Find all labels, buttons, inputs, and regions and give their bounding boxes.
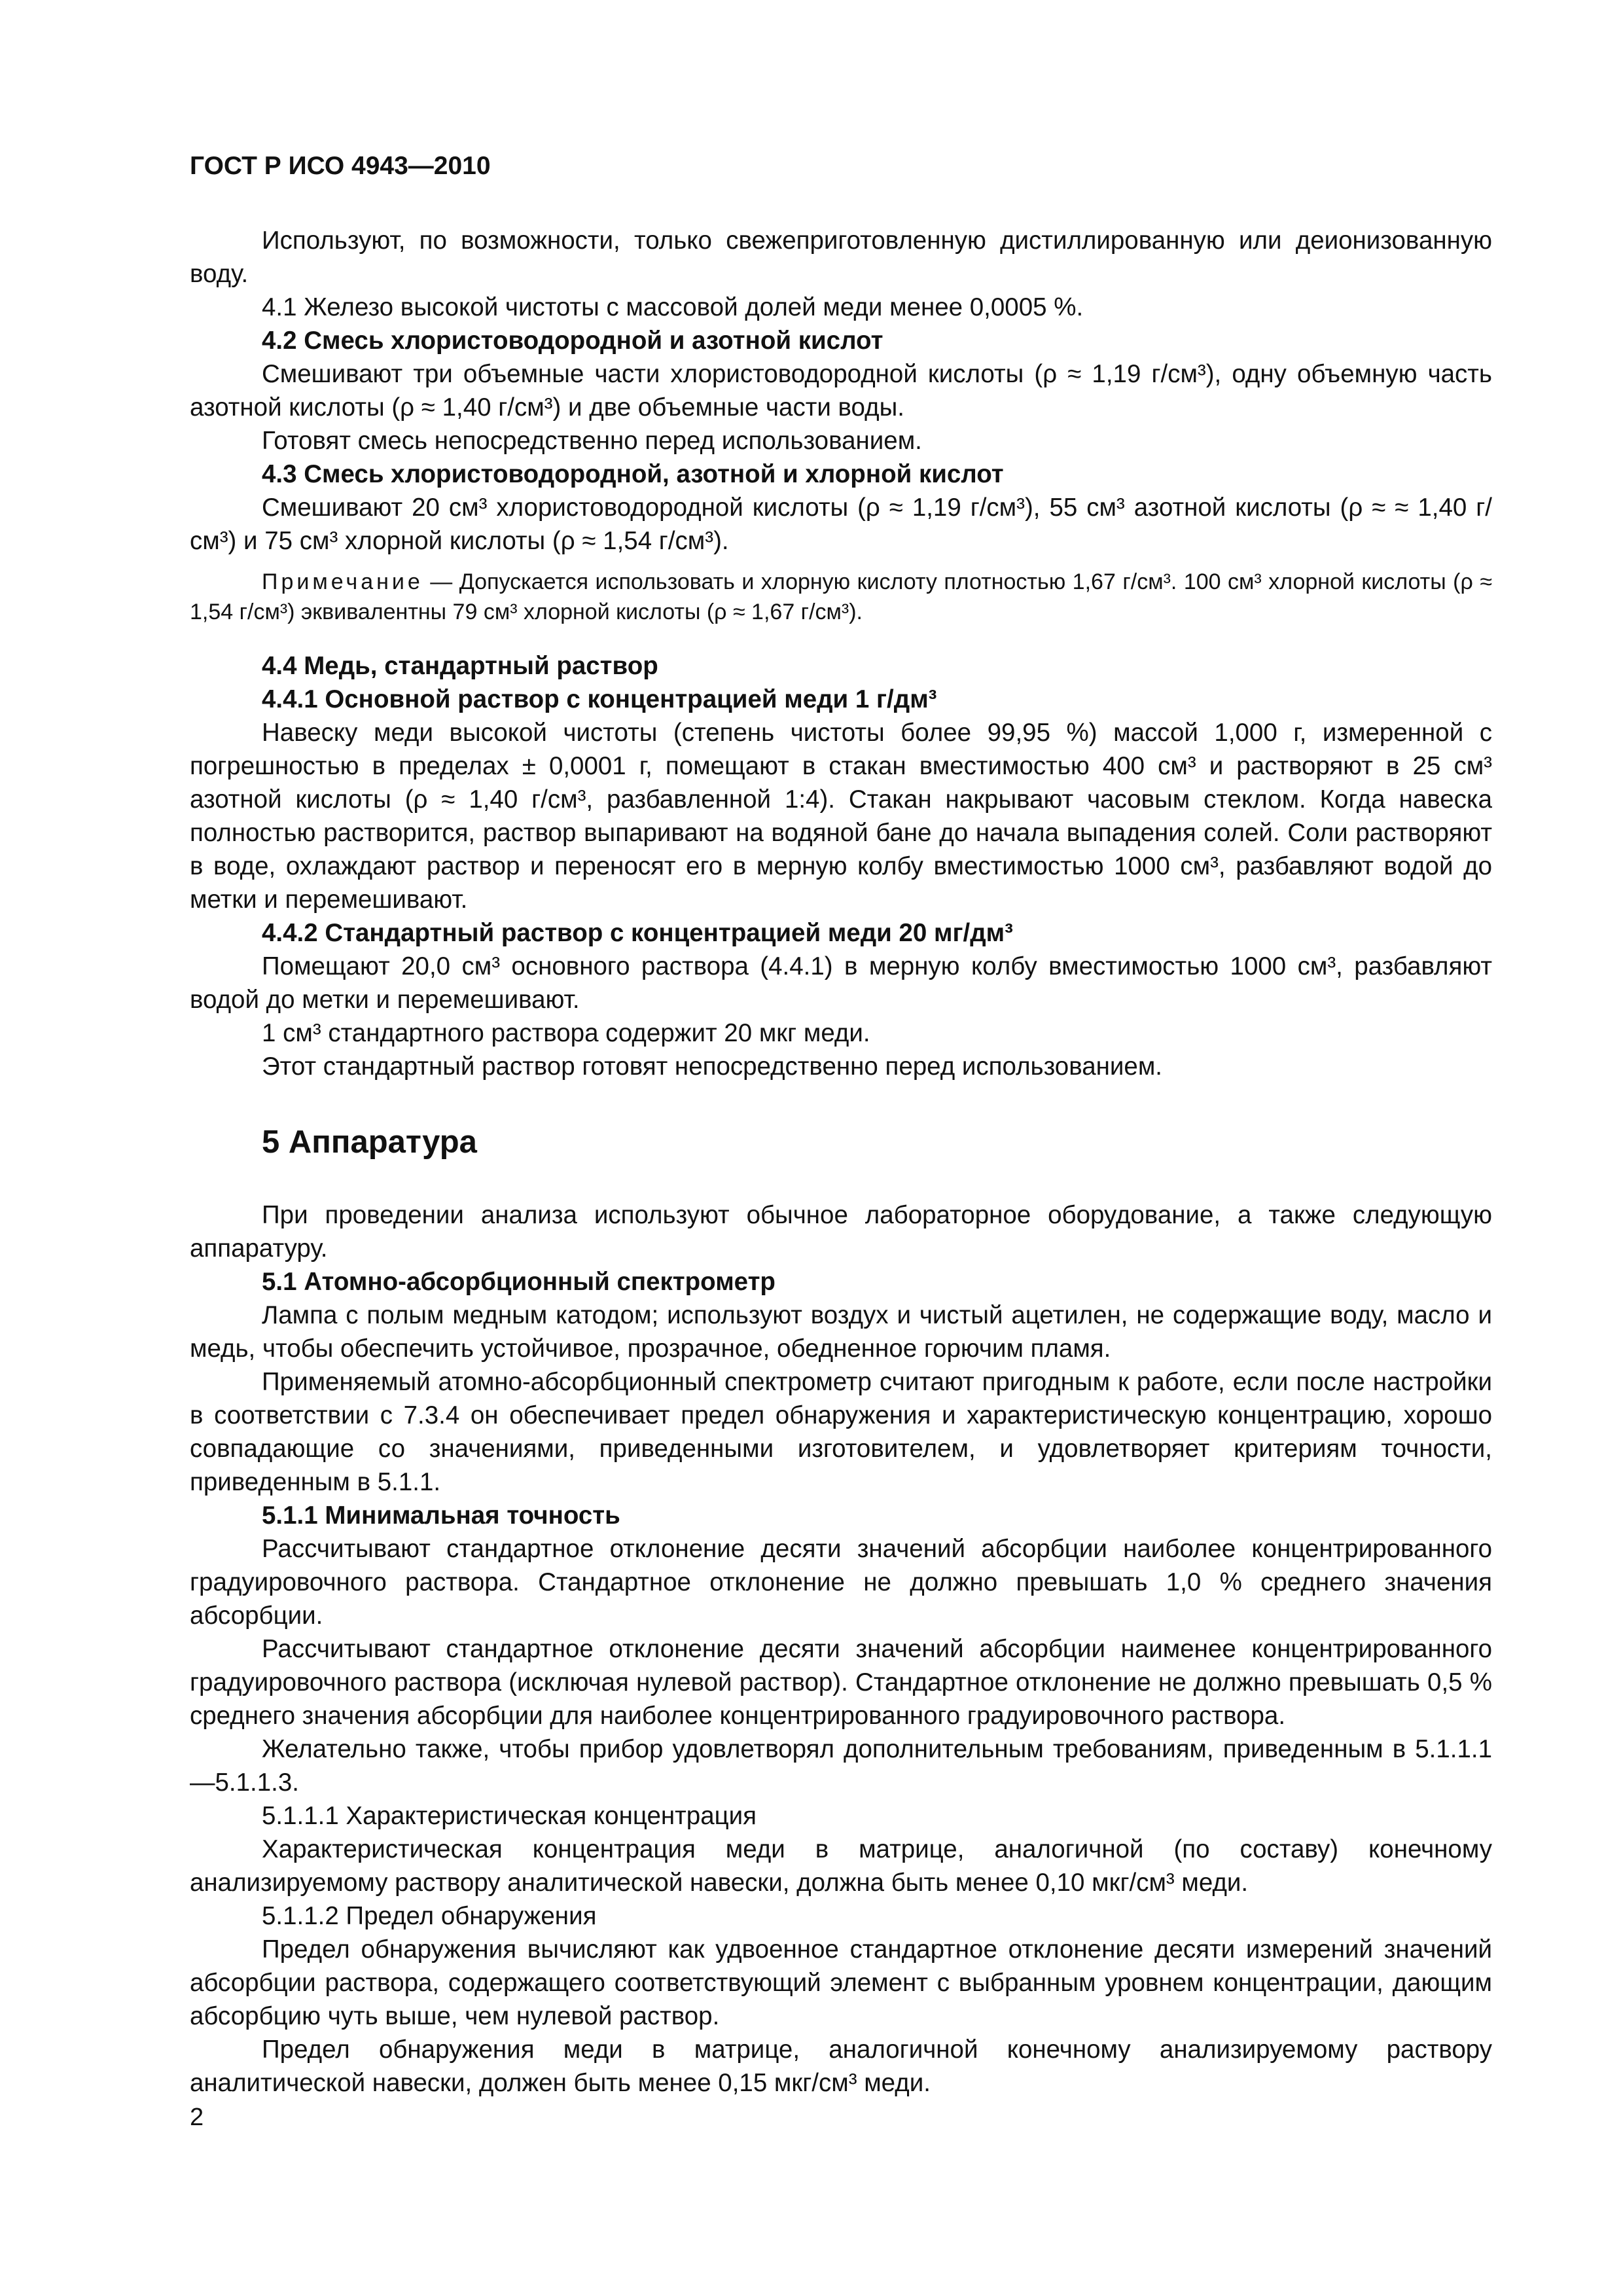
note-label: Примечание xyxy=(262,569,423,594)
note xyxy=(190,567,1492,627)
paragraph: Навеску меди высокой чистоты (степень чистоты более 99,95 %) массой 1,000 г, измеренной с погрешностью в пределах ± 0,0001 г, помещают в стакан вместимостью 400 см³ и растворяют в 25 см³ азотной кислоты (ρ ≈ 1,40 г/см³, разбавленной 1:4). Стакан накрывают часовым стеклом. Когда навеска полностью растворится, раствор выпаривают на водяной бане до начала выпадения солей. Соли растворяют в воде, охлаждают раствор и переносят его в мерную колбу вместимостью 1000 см³, разбавляют водой до метки и перемешивают. xyxy=(190,719,1492,914)
subsection-heading: 5.1.1 Минимальная точность xyxy=(262,1501,620,1530)
paragraph: Лампа с полым медным катодом; используют воздух и чистый ацетилен, не содержащие воду, масло и медь, чтобы обеспечить устойчивое, прозрачное, обедненное горючим пламя. xyxy=(190,1301,1492,1363)
paragraph: Желательно также, чтобы прибор удовлетворял дополнительным требованиям, приведенным в 5.1.1.1—5.1.1.3. xyxy=(190,1735,1492,1797)
paragraph: Рассчитывают стандартное отклонение десяти значений абсорбции наименее концентрированного градуировочного раствора (исключая нулевой раствор). Стандартное отклонение не должно превышать 0,5 % среднего значения абсорбции для наиболее концентрированного градуировочного раствора. xyxy=(190,1635,1492,1730)
paragraph: Рассчитывают стандартное отклонение десяти значений абсорбции наиболее концентрированного градуировочного раствора. Стандартное отклонение не должно превышать 1,0 % среднего значения абсорбции. xyxy=(190,1535,1492,1630)
subsection-heading: 4.4.2 Стандартный раствор с концентрацией меди 20 мг/дм³ xyxy=(262,919,1013,947)
paragraph: Предел обнаружения вычисляют как удвоенное стандартное отклонение десяти измерений значений абсорбции раствора, содержащего соответствующий элемент с выбранным уровнем концентрации, дающим абсорбцию чуть выше, чем нулевой раствор. xyxy=(190,1935,1492,2030)
subsection-heading: 4.4 Медь, стандартный раствор xyxy=(262,652,658,680)
document-page xyxy=(190,151,1492,2100)
paragraph: 5.1.1.2 Предел обнаружения xyxy=(262,1902,597,1930)
section-heading: 5 Аппаратура xyxy=(262,1124,477,1160)
document-header: ГОСТ Р ИСО 4943—2010 xyxy=(190,152,491,180)
paragraph: Этот стандартный раствор готовят непосредственно перед использованием. xyxy=(262,1052,1162,1081)
page-number: 2 xyxy=(190,2104,204,2131)
paragraph: Применяемый атомно-абсорбционный спектрометр считают пригодным к работе, если после настройки в соответствии с 7.3.4 он обеспечивает предел обнаружения и характеристическую концентрацию, хорошо совпадающие со значениями, приведенными изготовителем, и удовлетворяет критериям точности, приведенным в 5.1.1. xyxy=(190,1368,1492,1496)
paragraph: Помещают 20,0 см³ основного раствора (4.4.1) в мерную колбу вместимостью 1000 см³, разбавляют водой до метки и перемешивают. xyxy=(190,952,1492,1014)
paragraph: 1 см³ стандартного раствора содержит 20 мкг меди. xyxy=(262,1019,870,1047)
paragraph: Предел обнаружения меди в матрице, аналогичной конечному анализируемому раствору аналитической навески, должен быть менее 0,15 мкг/см³ меди. xyxy=(190,2036,1492,2097)
paragraph: При проведении анализа используют обычное лабораторное оборудование, а также следующую аппаратуру. xyxy=(190,1201,1492,1263)
subsection-heading: 4.4.1 Основной раствор с концентрацией меди 1 г/дм³ xyxy=(262,685,937,713)
paragraph: Характеристическая концентрация меди в матрице, аналогичной (по составу) конечному анализируемому раствору аналитической навески, должна быть менее 0,10 мкг/см³ меди. xyxy=(190,1835,1492,1897)
paragraph: Смешивают 20 см³ хлористоводородной кислоты (ρ ≈ 1,19 г/см³), 55 см³ азотной кислоты (ρ ≈ ≈ 1,40 г/см³) и 75 см³ хлорной кислоты (ρ ≈ 1,54 г/см³). xyxy=(190,493,1492,555)
paragraph: 5.1.1.1 Характеристическая концентрация xyxy=(262,1802,757,1830)
paragraph: Используют, по возможности, только свежеприготовленную дистиллированную или деионизованную воду. xyxy=(190,226,1492,288)
subsection-heading: 4.3 Смесь хлористоводородной, азотной и хлорной кислот xyxy=(262,460,1004,488)
note-text: — Допускается использовать и хлорную кислоту плотностью 1,67 г/см³. 100 см³ хлорной кислоты (ρ ≈ 1,54 г/см³) эквивалентны 79 см³ хлорной кислоты (ρ ≈ 1,67 г/см³). xyxy=(190,569,1492,624)
subsection-heading: 5.1 Атомно-абсорбционный спектрометр xyxy=(262,1268,776,1296)
paragraph: Готовят смесь непосредственно перед использованием. xyxy=(262,427,922,455)
paragraph: 4.1 Железо высокой чистоты с массовой долей меди менее 0,0005 %. xyxy=(262,293,1084,321)
paragraph: Смешивают три объемные части хлористоводородной кислоты (ρ ≈ 1,19 г/см³), одну объемную часть азотной кислоты (ρ ≈ 1,40 г/см³) и две объемные части воды. xyxy=(190,360,1492,422)
subsection-heading: 4.2 Смесь хлористоводородной и азотной кислот xyxy=(262,327,883,355)
